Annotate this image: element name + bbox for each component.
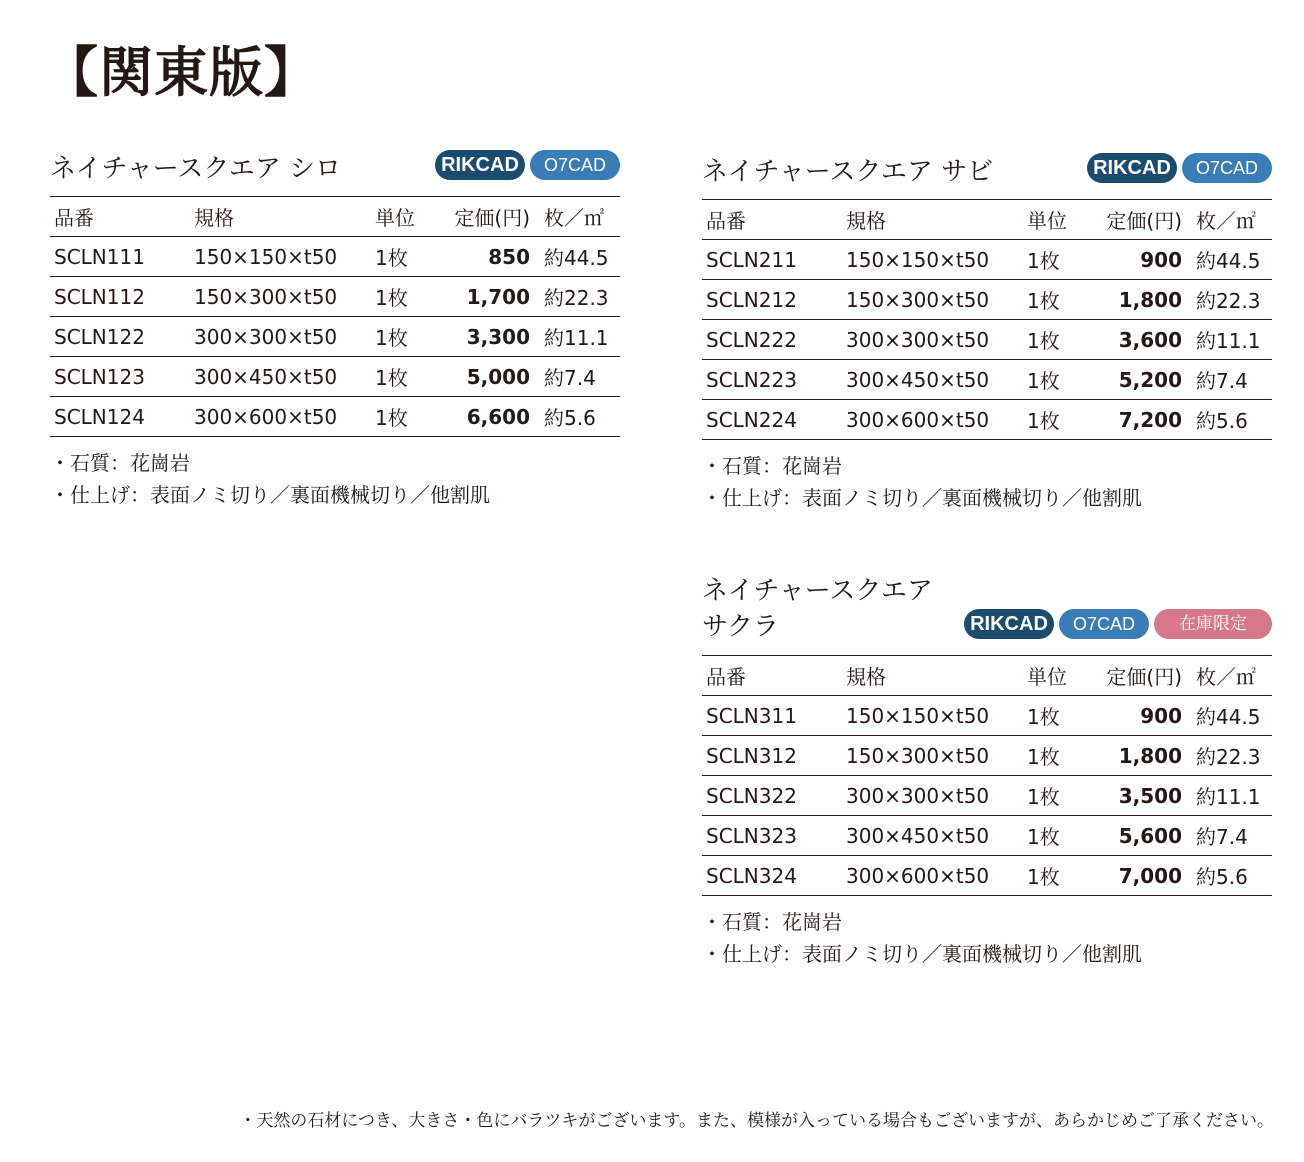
cell-spec: 300×450×t50 (190, 357, 371, 397)
rikcad-badge[interactable]: RIKCAD (1087, 153, 1177, 183)
cell-price: 3,300 (439, 317, 540, 357)
table-row (702, 280, 1272, 320)
table-header-row (50, 197, 620, 237)
o7cad-badge[interactable]: O7CAD (1182, 153, 1272, 183)
cell-spec: 300×450×t50 (842, 816, 1023, 856)
cell-code: SCLN223 (702, 360, 842, 400)
notes (50, 447, 620, 511)
header-per-sqm: 枚／㎡ (540, 197, 620, 237)
cell-price: 1,700 (439, 277, 540, 317)
cell-per-sqm: 約11.1 (1192, 776, 1272, 816)
cell-code: SCLN222 (702, 320, 842, 360)
cell-spec: 150×150×t50 (842, 696, 1023, 736)
cell-price: 7,200 (1091, 400, 1192, 440)
cell-code: SCLN211 (702, 240, 842, 280)
cell-code: SCLN324 (702, 856, 842, 896)
cell-per-sqm: 約7.4 (540, 357, 620, 397)
cell-price: 6,600 (439, 397, 540, 437)
cell-unit: 1枚 (371, 357, 439, 397)
header-price: 定価(円) (1091, 200, 1192, 240)
cell-per-sqm: 約22.3 (1192, 736, 1272, 776)
cell-code: SCLN212 (702, 280, 842, 320)
notes (702, 906, 1272, 970)
cell-price: 7,000 (1091, 856, 1192, 896)
cell-unit: 1枚 (371, 317, 439, 357)
section-title (702, 573, 933, 645)
cell-spec: 300×300×t50 (842, 320, 1023, 360)
cell-price: 1,800 (1091, 736, 1192, 776)
section-title-line1: ネイチャースクエア (702, 576, 933, 606)
cell-unit: 1枚 (1023, 776, 1091, 816)
cad-badges (435, 150, 620, 180)
note-finish: ・仕上げ：表面ノミ切り／裏面機械切り／他割肌 (702, 942, 1142, 966)
cell-price: 5,200 (1091, 360, 1192, 400)
cell-spec: 150×300×t50 (842, 736, 1023, 776)
cell-per-sqm: 約5.6 (1192, 856, 1272, 896)
cell-unit: 1枚 (1023, 736, 1091, 776)
product-section-sabi (702, 151, 1272, 514)
cell-code: SCLN123 (50, 357, 190, 397)
header-unit: 単位 (1023, 656, 1091, 696)
cell-spec: 300×600×t50 (190, 397, 371, 437)
section-header (50, 148, 620, 196)
cell-price: 900 (1091, 696, 1192, 736)
cell-unit: 1枚 (1023, 320, 1091, 360)
cell-per-sqm: 約11.1 (1192, 320, 1272, 360)
cell-code: SCLN224 (702, 400, 842, 440)
table-row (702, 856, 1272, 896)
cell-unit: 1枚 (1023, 696, 1091, 736)
rikcad-badge[interactable]: RIKCAD (435, 150, 525, 180)
cell-per-sqm: 約44.5 (1192, 696, 1272, 736)
header-per-sqm: 枚／㎡ (1192, 656, 1272, 696)
section-title: ネイチャースクエア サビ (702, 157, 994, 187)
table-row (702, 400, 1272, 440)
cell-spec: 300×600×t50 (842, 856, 1023, 896)
header-code: 品番 (702, 200, 842, 240)
header-spec: 規格 (842, 200, 1023, 240)
cell-spec: 150×150×t50 (190, 237, 371, 277)
header-unit: 単位 (1023, 200, 1091, 240)
table-row (702, 240, 1272, 280)
table-row (702, 696, 1272, 736)
section-header (702, 151, 1272, 199)
cell-unit: 1枚 (1023, 240, 1091, 280)
cell-unit: 1枚 (1023, 280, 1091, 320)
cell-price: 900 (1091, 240, 1192, 280)
cell-spec: 300×300×t50 (842, 776, 1023, 816)
note-stone: ・石質：花崗岩 (702, 454, 842, 478)
cell-code: SCLN323 (702, 816, 842, 856)
cell-unit: 1枚 (1023, 400, 1091, 440)
table-row (702, 320, 1272, 360)
cell-spec: 300×300×t50 (190, 317, 371, 357)
cad-badges (964, 609, 1272, 639)
header-per-sqm: 枚／㎡ (1192, 200, 1272, 240)
cell-unit: 1枚 (371, 237, 439, 277)
cell-per-sqm: 約7.4 (1192, 816, 1272, 856)
price-table (702, 199, 1272, 440)
cell-code: SCLN311 (702, 696, 842, 736)
table-row (50, 317, 620, 357)
cell-price: 5,000 (439, 357, 540, 397)
cell-spec: 300×600×t50 (842, 400, 1023, 440)
cad-badges (1087, 153, 1272, 183)
cell-price: 3,500 (1091, 776, 1192, 816)
note-finish: ・仕上げ：表面ノミ切り／裏面機械切り／他割肌 (702, 486, 1142, 510)
cell-unit: 1枚 (1023, 360, 1091, 400)
price-table (50, 196, 620, 437)
note-finish: ・仕上げ：表面ノミ切り／裏面機械切り／他割肌 (50, 483, 490, 507)
cell-code: SCLN111 (50, 237, 190, 277)
header-spec: 規格 (190, 197, 371, 237)
cell-unit: 1枚 (371, 397, 439, 437)
cell-per-sqm: 約22.3 (1192, 280, 1272, 320)
cell-per-sqm: 約44.5 (1192, 240, 1272, 280)
cell-code: SCLN122 (50, 317, 190, 357)
cell-code: SCLN112 (50, 277, 190, 317)
notes (702, 450, 1272, 514)
note-stone: ・石質：花崗岩 (50, 451, 190, 475)
cell-per-sqm: 約11.1 (540, 317, 620, 357)
cell-unit: 1枚 (371, 277, 439, 317)
note-stone: ・石質：花崗岩 (702, 910, 842, 934)
footer-disclaimer: ・天然の石材につき、大きさ・色にバラツキがございます。また、模様が入っている場合もございますが、あらかじめご了承ください。 (239, 1111, 1274, 1131)
table-row (702, 360, 1272, 400)
cell-unit: 1枚 (1023, 816, 1091, 856)
header-code: 品番 (702, 656, 842, 696)
cell-per-sqm: 約5.6 (1192, 400, 1272, 440)
page-title: 【関東版】 (44, 41, 319, 104)
cell-code: SCLN322 (702, 776, 842, 816)
cell-price: 3,600 (1091, 320, 1192, 360)
table-row (702, 816, 1272, 856)
cell-spec: 150×150×t50 (842, 240, 1023, 280)
cell-price: 5,600 (1091, 816, 1192, 856)
header-price: 定価(円) (1091, 656, 1192, 696)
cell-price: 850 (439, 237, 540, 277)
table-header-row (702, 200, 1272, 240)
table-row (50, 357, 620, 397)
product-section-shiro (50, 148, 620, 511)
cell-per-sqm: 約44.5 (540, 237, 620, 277)
product-section-sakura (702, 568, 1272, 970)
rikcad-badge[interactable]: RIKCAD (964, 609, 1054, 639)
header-unit: 単位 (371, 197, 439, 237)
section-title: ネイチャースクエア シロ (50, 154, 342, 184)
cell-spec: 150×300×t50 (190, 277, 371, 317)
o7cad-badge[interactable]: O7CAD (1059, 609, 1149, 639)
cell-unit: 1枚 (1023, 856, 1091, 896)
o7cad-badge[interactable]: O7CAD (530, 150, 620, 180)
section-title-line2: サクラ (702, 612, 779, 642)
header-price: 定価(円) (439, 197, 540, 237)
cell-per-sqm: 約22.3 (540, 277, 620, 317)
limited-stock-badge: 在庫限定 (1154, 609, 1272, 639)
cell-per-sqm: 約5.6 (540, 397, 620, 437)
header-spec: 規格 (842, 656, 1023, 696)
table-row (50, 397, 620, 437)
table-row (702, 736, 1272, 776)
table-row (50, 277, 620, 317)
section-header (702, 568, 1272, 655)
table-row (702, 776, 1272, 816)
cell-spec: 150×300×t50 (842, 280, 1023, 320)
table-header-row (702, 656, 1272, 696)
cell-price: 1,800 (1091, 280, 1192, 320)
cell-spec: 300×450×t50 (842, 360, 1023, 400)
header-code: 品番 (50, 197, 190, 237)
cell-code: SCLN124 (50, 397, 190, 437)
cell-per-sqm: 約7.4 (1192, 360, 1272, 400)
cell-code: SCLN312 (702, 736, 842, 776)
table-row (50, 237, 620, 277)
price-table (702, 655, 1272, 896)
